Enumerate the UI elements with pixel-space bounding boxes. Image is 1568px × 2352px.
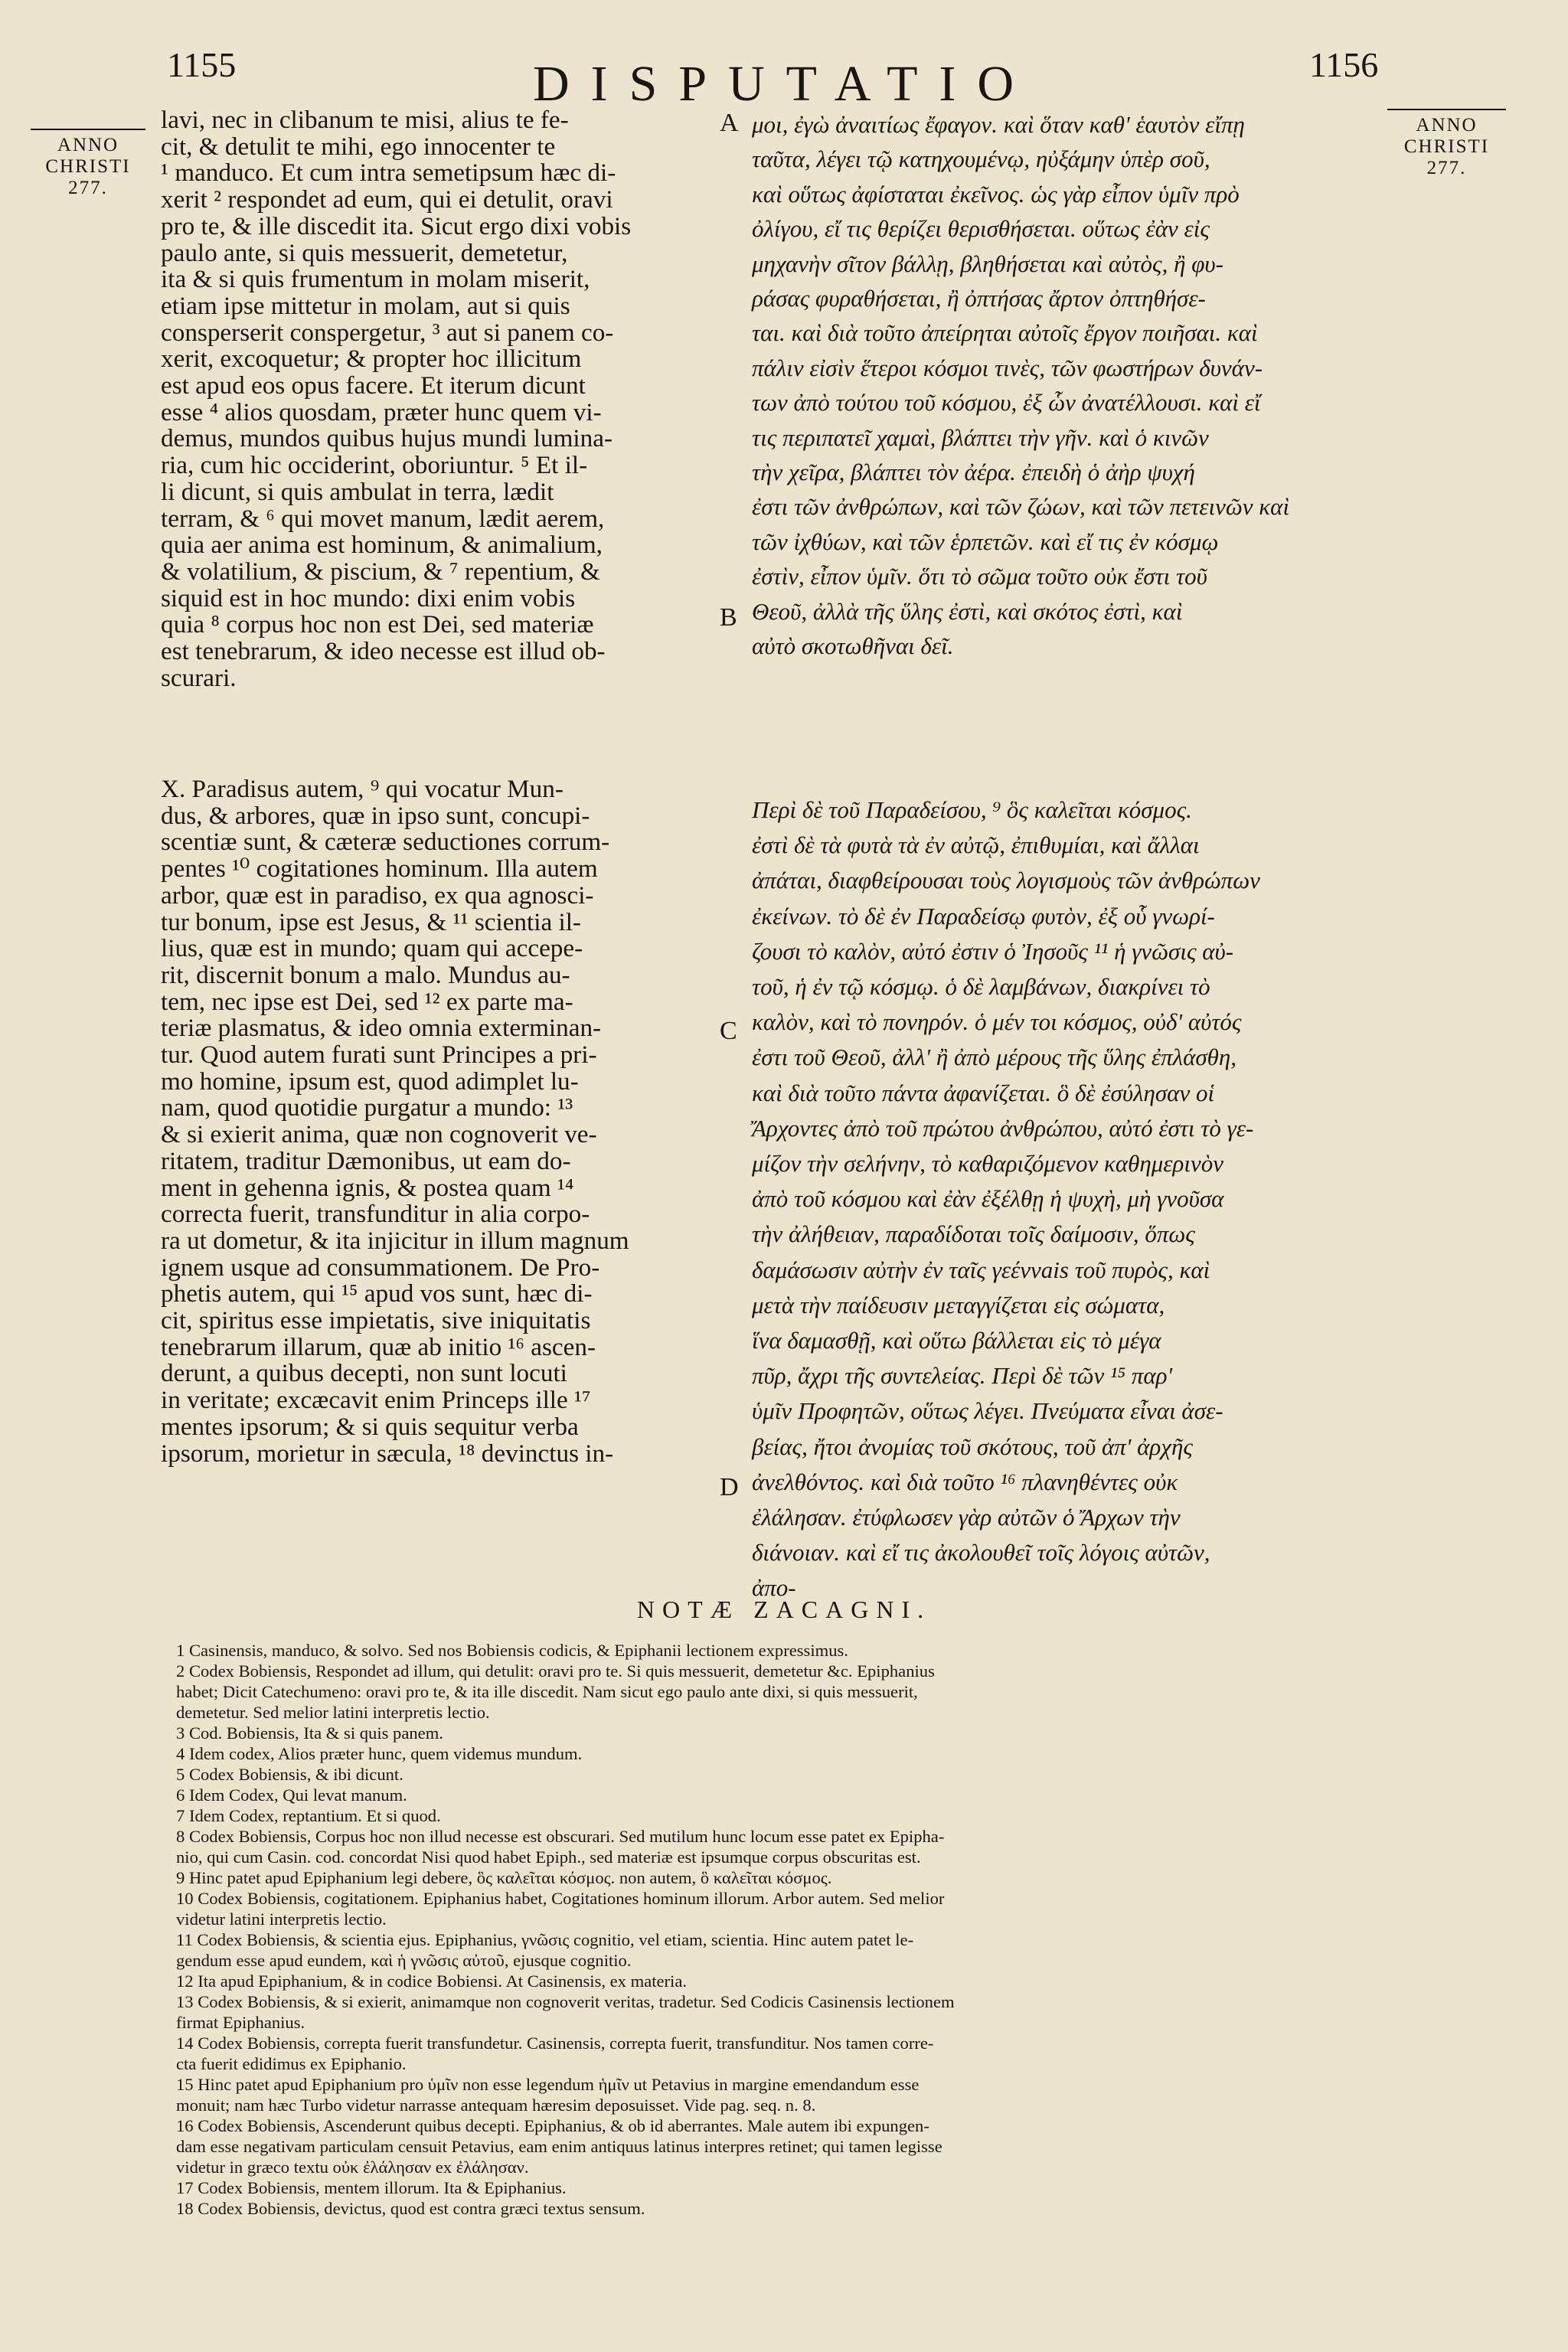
- footnote-line: 9 Hinc patet apud Epiphanium legi debere, ὃς καλεῖται κόσμος. non autem, ὃ καλεῖται κόσμος.: [176, 1868, 832, 1887]
- greek-text-line: ταῦτα, λέγει τῷ κατηχουμένῳ, ηὐξάμην ὑπὲρ σοῦ,: [752, 145, 1210, 173]
- greek-text-line: ἐστὶν, εἶπον ὑμῖν. ὅτι τὸ σῶμα τοῦτο οὐκ ἔστι τοῦ: [752, 563, 1207, 590]
- latin-text-line: etiam ipse mittetur in molam, aut si quis: [161, 291, 570, 320]
- margin-anno: ANNO: [1416, 115, 1478, 136]
- greek-text-line: των ἀπὸ τούτου τοῦ κόσμου, ἐξ ὧν ἀνατέλλουσι. καὶ εἴ: [752, 389, 1261, 416]
- latin-text-line: xerit ² respondet ad eum, qui ei detulit, oravi: [161, 185, 613, 214]
- greek-text-line: ἐστὶ δὲ τὰ φυτὰ τὰ ἐν αὐτῷ, ἐπιθυμίαι, καὶ ἄλλαι: [752, 831, 1200, 859]
- latin-text-line: scurari.: [161, 663, 237, 692]
- running-title: DISPUTATIO: [532, 56, 1036, 112]
- footnote-line: 8 Codex Bobiensis, Corpus hoc non illud necesse est obscurari. Sed mutilum hunc locum esse patet ex Epipha-: [176, 1827, 945, 1846]
- margin-christi: CHRISTI: [1403, 136, 1490, 157]
- footnote-line: 17 Codex Bobiensis, mentem illorum. Ita & Epiphanius.: [176, 2178, 567, 2197]
- latin-text-line: est tenebrarum, & ideo necesse est illud ob-: [161, 637, 606, 666]
- footnote-line: videtur in græco textu οὐκ ἐλάλησαν ex ἐλάλησαν.: [176, 2158, 529, 2177]
- margin-christi: CHRISTI: [45, 156, 131, 177]
- footnote-line: cta fuerit edidimus ex Epiphanio.: [176, 2054, 407, 2073]
- notes-title: NOTÆ ZACAGNI.: [636, 1596, 932, 1623]
- margin-year: 277.: [68, 178, 108, 198]
- latin-text-line: terram, & ⁶ qui movet manum, lædit aerem,: [161, 504, 605, 533]
- latin-text-line: pro te, & ille discedit ita. Sicut ergo dixi vobis: [161, 211, 632, 240]
- footnote-line: 3 Cod. Bobiensis, Ita & si quis panem.: [176, 1723, 443, 1743]
- greek-text-line: διάνοιαν. καὶ εἴ τις ἀκολουθεῖ τοῖς λόγοις αὐτῶν,: [752, 1539, 1210, 1566]
- footnote-line: dam esse negativam particulam censuit Petavius, eam enim antiquus latinus interpres retinet; qui tamen legisse: [176, 2137, 942, 2156]
- latin-text-line: mentes ipsorum; & si quis sequitur verba: [161, 1412, 579, 1441]
- greek-text-line: αὐτὸ σκοτωθῆναι δεῖ.: [752, 632, 954, 660]
- margin-rule-right: [1387, 109, 1506, 115]
- latin-text-line: scentiæ sunt, & cæteræ seductiones corrum-: [161, 828, 610, 857]
- latin-text-line: lavi, nec in clibanum te misi, alius te fe-: [161, 106, 569, 134]
- margin-year-left: [31, 129, 145, 199]
- latin-text-line: arbor, quæ est in paradiso, ex qua agnosci-: [161, 880, 594, 910]
- footnote-line: 18 Codex Bobiensis, devictus, quod est contra græci textus sensum.: [176, 2199, 645, 2218]
- latin-text-line: cit, spiritus esse impietatis, sive iniquitatis: [161, 1306, 591, 1335]
- greek-text-line: ἐστι τοῦ Θεοῦ, ἀλλ' ἢ ἀπὸ μέρους τῆς ὕλης ἐπλάσθη,: [752, 1044, 1237, 1071]
- latin-text-line: tenebrarum illarum, quæ ab initio ¹⁶ ascen-: [161, 1332, 596, 1361]
- greek-text-line: ἐλάλησαν. ἐτύφλωσεν γὰρ αὐτῶν ὁ Ἄρχων τὴν: [752, 1504, 1181, 1531]
- latin-text-line: phetis autem, qui ¹⁵ apud vos sunt, hæc di-: [161, 1279, 593, 1308]
- latin-column-block-1: [161, 107, 631, 691]
- greek-text-line: Ἄρχοντες ἀπὸ τοῦ πρώτου ἀνθρώπου, αὐτό ἐστι τὸ γε-: [752, 1114, 1254, 1142]
- greek-text-line: ἀπο-: [752, 1574, 796, 1602]
- footnote-line: 4 Idem codex, Alios præter hunc, quem videmus mundum.: [176, 1744, 583, 1763]
- footnote-line: habet; Dicit Catechumeno: oravi pro te, & ita ille discedit. Nam sicut ego paulo ante dixi, si quis messuerit,: [176, 1682, 918, 1701]
- latin-text-line: est apud eos opus facere. Et iterum dicunt: [161, 371, 586, 400]
- footnote-line: gendum esse apud eundem, καὶ ἡ γνῶσις αὐτοῦ, ejusque cognitio.: [176, 1951, 632, 1970]
- greek-text-line: τὴν χεῖρα, βλάπτει τὸν ἀέρα. ἐπειδὴ ὁ ἀὴρ ψυχή: [752, 459, 1195, 486]
- latin-column-block-2: [161, 776, 629, 1467]
- margin-rule-left: [31, 129, 145, 135]
- latin-text-line: dus, & arbores, quæ in ipso sunt, concupi-: [161, 801, 590, 830]
- latin-text-line: teriæ plasmatus, & ideo omnia exterminan-: [161, 1014, 602, 1043]
- footnote-line: 12 Ita apud Epiphanium, & in codice Bobiensi. At Casinensis, ex materia.: [176, 1971, 688, 1991]
- greek-text-line: ται. καὶ διὰ τοῦτο ἀπείρηται αὐτοῖς ἔργον ποιῆσαι. καὶ: [752, 319, 1258, 347]
- footnotes: [176, 1640, 1348, 2219]
- footnote-line: 15 Hinc patet apud Epiphanium pro ὑμῖν non esse legendum ἡμῖν ut Petavius in margine emendandum esse: [176, 2075, 920, 2094]
- footnote-line: 10 Codex Bobiensis, cogitationem. Epiphanius habet, Cogitationes hominum illorum. Arbor autem. Sed melior: [176, 1889, 945, 1908]
- footnote-line: 1 Casinensis, manduco, & solvo. Sed nos Bobiensis codicis, & Epiphanii lectionem expressimus.: [176, 1641, 848, 1660]
- greek-text-line: ζουσι τὸ καλὸν, αὐτό ἐστιν ὁ Ἰησοῦς ¹¹ ἡ γνῶσις αὐ-: [752, 937, 1234, 965]
- greek-text-line: τις περιπατεῖ χαμαὶ, βλάπτει τὴν γῆν. καὶ ὁ κινῶν: [752, 423, 1209, 451]
- latin-text-line: esse ⁴ alios quosdam, præter hunc quem vi-: [161, 397, 602, 426]
- footnote-line: 5 Codex Bobiensis, & ibi dicunt.: [176, 1765, 403, 1784]
- footnote-line: nio, qui cum Casin. cod. concordat Nisi quod habet Epiph., sed materiæ est ipsumque corpus obscuritas est.: [176, 1847, 921, 1867]
- latin-text-line: siquid est in hoc mundo: dixi enim vobis: [161, 583, 576, 612]
- greek-text-line: δαμάσωσιν αὐτὴν ἐν ταῖς γεέννais τοῦ πυρὸς, καὶ: [752, 1256, 1210, 1283]
- footnote-line: 2 Codex Bobiensis, Respondet ad illum, qui detulit: oravi pro te. Si quis messuerit, demetetur &c. Epiphanius: [176, 1661, 935, 1681]
- greek-text-line: ἵνα δαμασθῇ, καὶ οὕτω βάλλεται εἰς τὸ μέγα: [752, 1327, 1161, 1354]
- footnote-line: demetetur. Sed melior latini interpretis lectio.: [176, 1703, 490, 1722]
- latin-text-line: pentes ¹⁰ cogitationes hominum. Illa autem: [161, 854, 598, 884]
- greek-text-line: ἀπὸ τοῦ κόσμου καὶ ἐὰν ἐξέλθῃ ἡ ψυχὴ, μὴ γνοῦσα: [752, 1185, 1224, 1213]
- latin-text-line: ¹ manduco. Et cum intra semetipsum hæc di-: [161, 158, 616, 188]
- latin-text-line: & si exierit anima, quæ non cognoverit ve-: [161, 1120, 597, 1149]
- greek-text-line: πάλιν εἰσὶν ἕτεροι κόσμοι τινὲς, τῶν φωστήρων δυνάν-: [752, 354, 1263, 381]
- footnote-line: 13 Codex Bobiensis, & si exierit, animamque non cognoverit veritas, tradetur. Sed Codicis Casinensis lectionem: [176, 1992, 955, 2011]
- margin-letter-a: A: [720, 109, 739, 137]
- margin-letter-b: B: [720, 603, 737, 632]
- latin-text-line: in veritate; excæcavit enim Princeps ille ¹⁷: [161, 1386, 591, 1415]
- footnote-line: 11 Codex Bobiensis, & scientia ejus. Epiphanius, γνῶσις cognitio, vel etiam, scientia. Hinc autem patet le-: [176, 1930, 914, 1949]
- latin-text-line: derunt, a quibus decepti, non sunt locuti: [161, 1359, 567, 1388]
- greek-text-line: μηχανὴν σῖτον βάλλῃ, βληθήσεται καὶ αὐτὸς, ἢ φυ-: [752, 250, 1223, 277]
- latin-text-line: rit, discernit bonum a malo. Mundus au-: [161, 960, 570, 989]
- latin-text-line: ignem usque ad consummationem. De Pro-: [161, 1253, 600, 1282]
- greek-text-line: μετὰ τὴν παίδευσιν μεταγγίζεται εἰς σώματα,: [752, 1291, 1165, 1318]
- latin-text-line: tur. Quod autem furati sunt Principes a pri-: [161, 1040, 597, 1070]
- greek-text-line: βείας, ἤτοι ἀνομίας τοῦ σκότους, τοῦ ἀπ' ἀρχῆς: [752, 1432, 1193, 1460]
- greek-text-line: πῦρ, ἄχρι τῆς συντελείας. Περὶ δὲ τῶν ¹⁵ παρ': [752, 1362, 1173, 1390]
- latin-text-line: ria, cum hic occiderint, oboriuntur. ⁵ Et il-: [161, 451, 588, 480]
- greek-text-line: Θεοῦ, ἀλλὰ τῆς ὕλης ἐστὶ, καὶ σκότος ἐστὶ, καὶ: [752, 597, 1183, 625]
- margin-year: 277.: [1426, 158, 1467, 178]
- latin-text-line: ment in gehenna ignis, & postea quam ¹⁴: [161, 1173, 574, 1202]
- greek-text-line: μοι, ἐγὼ ἀναιτίως ἔφαγον. καὶ ὅταν καθ' ἑαυτὸν εἴπῃ: [752, 111, 1245, 138]
- greek-text-line: ὀλίγου, εἴ τις θερίζει θερισθήσεται. οὕτως ἐὰν εἰς: [752, 215, 1210, 243]
- latin-text-line: tur bonum, ipse est Jesus, & ¹¹ scientia il-: [161, 907, 581, 936]
- latin-text-line: ita & si quis frumentum in molam miserit,: [161, 265, 590, 294]
- latin-text-line: quia ⁸ corpus hoc non est Dei, sed materiæ: [161, 610, 594, 639]
- latin-text-line: demus, mundos quibus hujus mundi lumina-: [161, 424, 613, 453]
- latin-text-line: X. Paradisus autem, ⁹ qui vocatur Mun-: [161, 775, 564, 803]
- latin-text-line: lius, quæ est in mundo; quam qui accepe-: [161, 934, 583, 963]
- greek-text-line: καὶ διὰ τοῦτο πάντα ἀφανίζεται. ὃ δὲ ἐσύλησαν οἱ: [752, 1079, 1215, 1106]
- margin-anno: ANNO: [57, 135, 119, 155]
- latin-text-line: ra ut dometur, & ita injicitur in illum magnum: [161, 1226, 629, 1255]
- footnote-line: 6 Idem Codex, Qui levat manum.: [176, 1785, 407, 1805]
- margin-letter-c: C: [720, 1017, 737, 1045]
- latin-text-line: xerit, excoquetur; & propter hoc illicitum: [161, 345, 582, 374]
- page-number-left: 1155: [167, 45, 237, 84]
- latin-text-line: li dicunt, si quis ambulat in terra, lædit: [161, 477, 554, 506]
- latin-text-line: nam, quod quotidie purgatur a mundo: ¹³: [161, 1093, 573, 1122]
- footnote-line: videtur latini interpretis lectio.: [176, 1909, 387, 1929]
- latin-text-line: & volatilium, & piscium, & ⁷ repentium, &: [161, 557, 600, 586]
- greek-text-line: τῶν ἰχθύων, καὶ τῶν ἑρπετῶν. καὶ εἴ τις ἐν κόσμῳ: [752, 528, 1219, 555]
- footnote-line: monuit; nam hæc Turbo videtur narrasse antequam hæresim deposuisset. Vide pag. seq. n. 8.: [176, 2096, 816, 2115]
- latin-text-line: correcta fuerit, transfunditur in alia corpo-: [161, 1200, 590, 1229]
- latin-text-line: paulo ante, si quis messuerit, demetetur,: [161, 238, 568, 267]
- page-number-right: 1156: [1309, 45, 1379, 84]
- greek-column-block-1: [752, 107, 1289, 664]
- footnote-line: 14 Codex Bobiensis, correpta fuerit transfundetur. Casinensis, correpta fuerit, transfunditur. Nos tamen corre-: [176, 2034, 934, 2053]
- greek-text-line: ἐκείνων. τὸ δὲ ἐν Παραδείσῳ φυτὸν, ἐξ οὗ γνωρί-: [752, 902, 1215, 929]
- greek-text-line: τοῦ, ἡ ἐν τῷ κόσμῳ. ὁ δὲ λαμβάνων, διακρίνει τὸ: [752, 973, 1210, 1001]
- latin-text-line: consperserit conspergetur, ³ aut si panem co-: [161, 318, 614, 347]
- latin-text-line: tem, nec ipse est Dei, sed ¹² ex parte ma-: [161, 987, 573, 1016]
- footnote-line: firmat Epiphanius.: [176, 2013, 305, 2032]
- greek-column-block-2: [752, 792, 1260, 1606]
- latin-text-line: quia aer anima est hominum, & animalium,: [161, 531, 603, 560]
- latin-text-line: ritatem, traditur Dæmonibus, ut eam do-: [161, 1146, 571, 1175]
- latin-text-line: mo homine, ipsum est, quod adimplet lu-: [161, 1067, 579, 1096]
- greek-text-line: τὴν ἀλήθειαν, παραδίδοται τοῖς δαίμοσιν, ὅπως: [752, 1220, 1195, 1248]
- latin-text-line: cit, & detulit te mihi, ego innocenter te: [161, 132, 556, 161]
- greek-text-line: ἀπάται, διαφθείρουσαι τοὺς λογισμοὺς τῶν ἀνθρώπων: [752, 867, 1260, 894]
- latin-text-line: ipsorum, morietur in sæcula, ¹⁸ devinctus in-: [161, 1439, 614, 1468]
- footnote-line: 7 Idem Codex, reptantium. Et si quod.: [176, 1806, 441, 1825]
- margin-letter-d: D: [720, 1473, 739, 1501]
- greek-text-line: ράσας φυραθήσεται, ἢ ὀπτήσας ἄρτον ὀπτηθήσε-: [752, 285, 1206, 312]
- footnote-line: 16 Codex Bobiensis, Ascenderunt quibus decepti. Epiphanius, & ob id aberrantes. Male autem ibi expungen-: [176, 2116, 929, 2135]
- margin-year-right: [1387, 109, 1506, 179]
- greek-text-line: καλὸν, καὶ τὸ πονηρόν. ὁ μέν τοι κόσμος, οὐδ' αὐτός: [752, 1008, 1242, 1036]
- greek-text-line: Περὶ δὲ τοῦ Παραδείσου, ⁹ ὃς καλεῖται κόσμος.: [752, 796, 1192, 823]
- greek-text-line: ἀνελθόντος. καὶ διὰ τοῦτο ¹⁶ πλανηθέντες οὐκ: [752, 1468, 1178, 1495]
- greek-text-line: καὶ οὕτως ἀφίσταται ἐκεῖνος. ὡς γὰρ εἶπον ὑμῖν πρὸ: [752, 180, 1240, 207]
- greek-text-line: μίζον τὴν σελήνην, τὸ καθαριζόμενον καθημερινὸν: [752, 1150, 1224, 1178]
- greek-text-line: ὑμῖν Προφητῶν, οὕτως λέγει. Πνεύματα εἶναι ἀσε-: [752, 1397, 1223, 1425]
- greek-text-line: ἐστι τῶν ἀνθρώπων, καὶ τῶν ζώων, καὶ τῶν πετεινῶν καὶ: [752, 493, 1290, 521]
